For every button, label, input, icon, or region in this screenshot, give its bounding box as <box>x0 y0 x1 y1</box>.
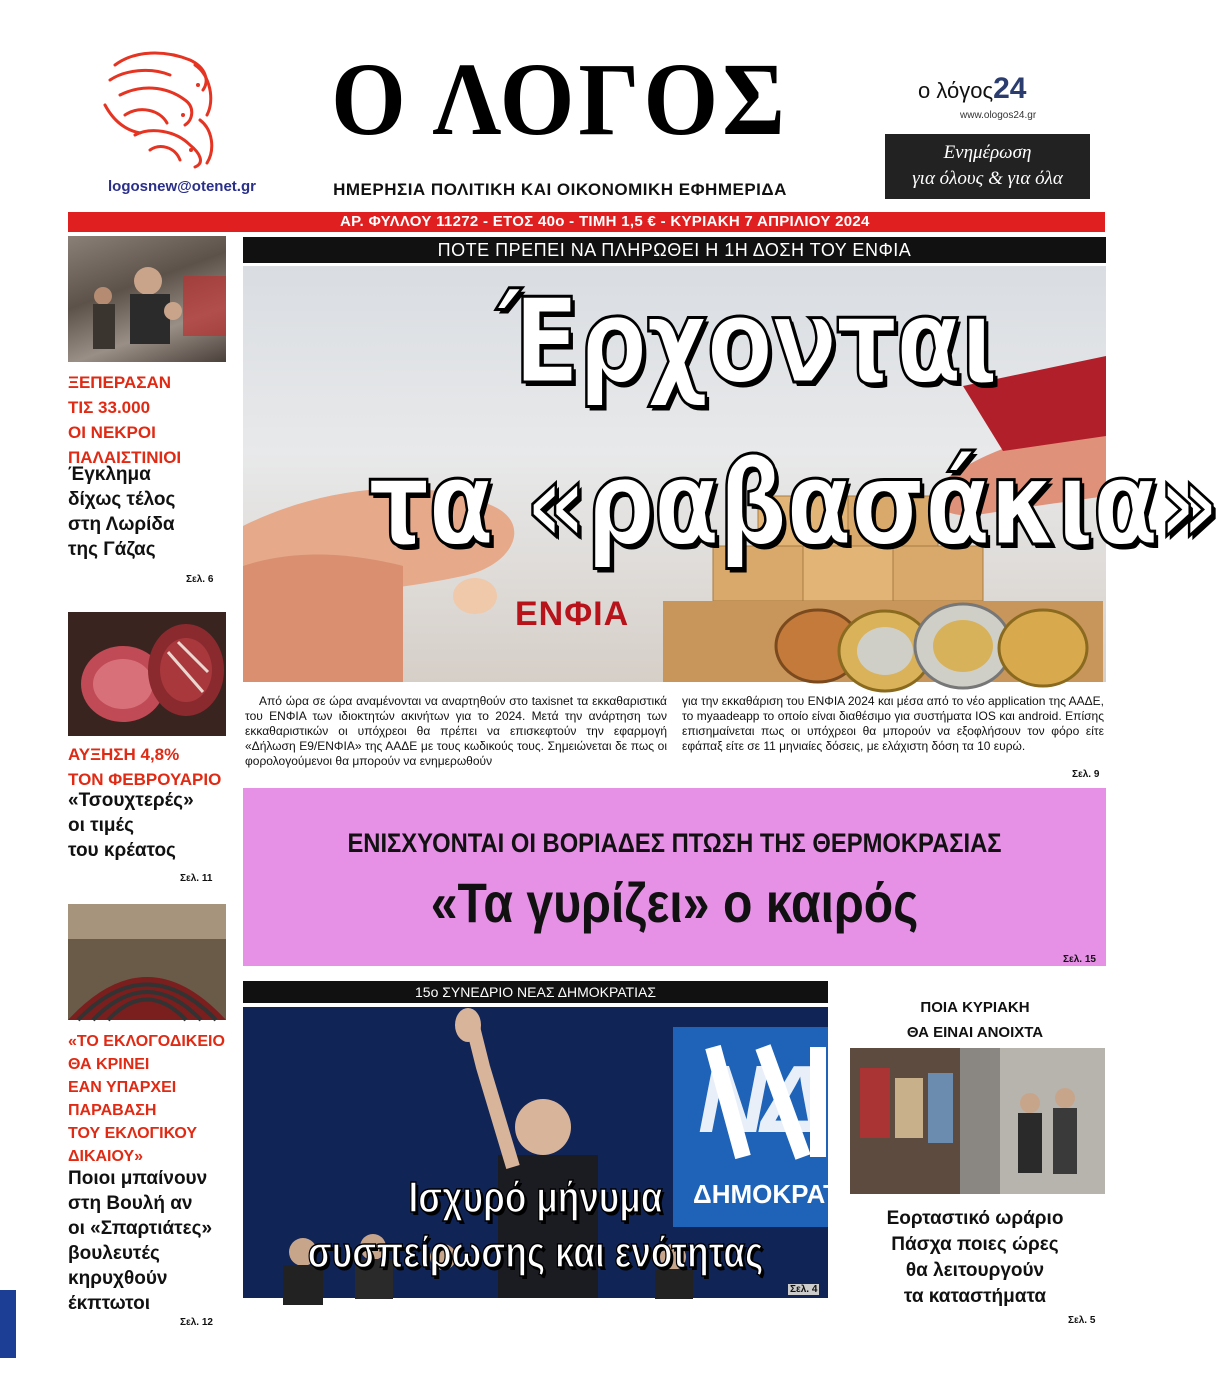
slogan-line-1: Ενημέρωση <box>943 142 1032 163</box>
easter-headline[interactable] <box>846 1206 1104 1310</box>
ologos24-logo[interactable] <box>918 72 1026 106</box>
headline-line: βουλευτές <box>68 1243 160 1264</box>
ologos24-url[interactable]: www.ologos24.gr <box>960 110 1037 121</box>
meat-headline[interactable] <box>68 788 194 863</box>
headline-line: τα καταστήματα <box>903 1286 1047 1307</box>
ologos24-text: ο λόγος <box>918 78 994 103</box>
issue-info-text: ΑΡ. ΦΥΛΛΟΥ 11272 - ΕΤΟΣ 40ο - ΤΙΜΗ 1,5 € - ΚΥΡΙΑΚΗ 7 ΑΠΡΙΛΙΟΥ 2024 <box>340 213 870 230</box>
headline-line: Έγκλημα <box>68 464 151 485</box>
contact-email[interactable]: logosnew@otenet.gr <box>108 178 256 195</box>
kicker-line: ΤΙΣ 33.000 <box>68 398 151 417</box>
headline-line: κηρυχθούν <box>68 1268 168 1289</box>
parliament-headline[interactable] <box>68 1166 212 1316</box>
kicker-line: ΞΕΠΕΡΑΣΑΝ <box>68 373 172 392</box>
kicker-line: ΤΟΥ ΕΚΛΟΓΙΚΟΥ <box>68 1125 198 1142</box>
meat-page-ref[interactable]: Σελ. 11 <box>180 873 213 884</box>
headline-line: της Γάζας <box>68 539 156 560</box>
enfia-headline-line-2[interactable]: τα «ραβασάκια» <box>368 434 1218 572</box>
ologos24-number: 24 <box>993 72 1027 105</box>
headline-line: στη Βουλή αν <box>68 1193 193 1214</box>
headline-line: Πάσχα ποιες ώρες <box>891 1234 1059 1255</box>
headline-line: «Τσουχτερές» <box>68 790 194 811</box>
kicker-line: ΘΑ ΕΙΝΑΙ ΑΝΟΙΧΤΑ <box>906 1024 1044 1041</box>
nd-congress-bar: 15ο ΣΥΝΕΔΡΙΟ ΝΕΑΣ ΔΗΜΟΚΡΑΤΙΑΣ <box>243 981 828 1003</box>
weather-headline[interactable]: «Τα γυρίζει» ο καιρός <box>430 871 919 934</box>
easter-kicker <box>846 995 1104 1045</box>
weather-page-ref[interactable]: Σελ. 15 <box>1063 954 1096 965</box>
nd-page-ref[interactable]: Σελ. 4 <box>790 1284 818 1295</box>
headline-line: οι τιμές <box>68 815 134 836</box>
issue-info-bar <box>68 212 1105 232</box>
headline-line: στη Λωρίδα <box>68 514 175 535</box>
newspaper-logo-illustration <box>95 45 235 170</box>
kicker-line: ΤΟΝ ΦΕΒΡΟΥΑΡΙΟ <box>68 770 222 789</box>
parliament-photo <box>68 904 226 1020</box>
edge-color-mark <box>0 1290 16 1358</box>
kicker-line: ΘΑ ΚΡΙΝΕΙ <box>68 1056 150 1073</box>
kicker-line: ΕΑΝ ΥΠΑΡΧΕΙ <box>68 1079 177 1096</box>
shops-photo <box>850 1048 1105 1194</box>
nd-backdrop-text: ΔΗΜΟΚΡΑΤ <box>693 1179 840 1209</box>
headline-line: δίχως τέλος <box>68 489 176 510</box>
weather-box <box>243 788 1106 966</box>
enfia-page-ref[interactable]: Σελ. 9 <box>1072 769 1100 780</box>
kicker-line: ΔΙΚΑΙΟΥ» <box>68 1148 144 1165</box>
meat-photo <box>68 612 226 736</box>
parliament-kicker <box>68 1030 225 1168</box>
headline-line: του κρέατος <box>68 840 176 861</box>
headline-line: Ποιοι μπαίνουν <box>68 1168 208 1189</box>
kicker-line: «ΤΟ ΕΚΛΟΓΟΔΙΚΕΙΟ <box>68 1033 225 1050</box>
kicker-line: ΠΑΡΑΒΑΣΗ <box>68 1102 157 1119</box>
masthead-title: Ο ΛΟΓΟΣ <box>331 41 789 157</box>
kicker-line: ΠΑΛΑΙΣΤΙΝΙΟΙ <box>68 448 182 467</box>
enfia-hero-image <box>243 266 1218 682</box>
headline-line: οι «Σπαρτιάτες» <box>68 1218 213 1239</box>
kicker-line: ΠΟΙΑ ΚΥΡΙΑΚΗ <box>920 999 1030 1016</box>
nd-congress-photo <box>243 1007 840 1298</box>
masthead-subtitle: ΗΜΕΡΗΣΙΑ ΠΟΛΙΤΙΚΗ ΚΑΙ ΟΙΚΟΝΟΜΙΚΗ ΕΦΗΜΕΡΙΔΑ <box>333 180 787 199</box>
slogan-box <box>885 134 1090 199</box>
meat-kicker <box>68 742 221 792</box>
gaza-headline[interactable] <box>68 462 175 562</box>
parliament-page-ref[interactable]: Σελ. 12 <box>180 1317 213 1328</box>
gaza-page-ref[interactable]: Σελ. 6 <box>186 574 214 585</box>
enfia-article-col-1: Από ώρα σε ώρα αναμένονται να αναρτηθούν στο taxisnet τα εκκαθαριστικά του ΕΝΦΙΑ των ιδιοκτητών ακινήτων για το 2024. Μετά την ανάρτηση των εκκαθαριστικών οι υπόχρεοι θα πρέπει να επισκεφτούν την εφαρμογή «Δήλωση Ε9/ΕΝΦΙΑ» της ΑΑΔΕ με τους κωδικούς τους. Σημειώνεται δε πως οι φορολογούμενοι θα μπορούν να ενημερωθούν <box>245 694 667 768</box>
headline-line: έκπτωτοι <box>68 1293 151 1314</box>
enfia-article-col-2: για την εκκαθάριση του ΕΝΦΙΑ 2024 και μέσα από το νέο application της ΑΑΔΕ, το myaadeapp το οποίο είναι διαθέσιμο για συστήματα IOS και android. Επίσης επισημαίνεται πως οι υπόχρεοι θα μπορούν να εξοφλήσουν τον φόρο είτε εφάπαξ είτε σε 11 μηνιαίες δόσεις, με ελάχιστη δόση τα 10 ευρώ. <box>682 694 1104 753</box>
kicker-line: ΑΥΞΗΣΗ 4,8% <box>68 745 180 764</box>
easter-page-ref[interactable]: Σελ. 5 <box>1068 1315 1096 1326</box>
gaza-kicker <box>68 370 181 470</box>
kicker-line: ΟΙ ΝΕΚΡΟΙ <box>68 423 156 442</box>
nd-headline-line-1[interactable]: Ισχυρό μήνυμα <box>408 1173 663 1222</box>
headline-line: θα λειτουργούν <box>905 1260 1045 1281</box>
headline-line: Εορταστικό ωράριο <box>886 1208 1064 1229</box>
nd-headline-line-2[interactable]: συσπείρωσης και ενότητας <box>307 1228 764 1277</box>
nd-backdrop-logo: ΝΔ <box>698 1046 820 1153</box>
enfia-label: ΕΝΦΙΑ <box>515 595 630 633</box>
slogan-line-2: για όλους & για όλα <box>912 168 1063 189</box>
enfia-kicker-bar: ΠΟΤΕ ΠΡΕΠΕΙ ΝΑ ΠΛΗΡΩΘΕΙ Η 1Η ΔΟΣΗ ΤΟΥ ΕΝΦΙΑ <box>243 237 1106 263</box>
enfia-headline-line-1[interactable]: Έρχονται <box>498 272 997 410</box>
weather-kicker: ΕΝΙΣΧΥΟΝΤΑΙ ΟΙ ΒΟΡΙΑΔΕΣ ΠΤΩΣΗ ΤΗΣ ΘΕΡΜΟΚΡΑΣΙΑΣ <box>347 828 1002 858</box>
gaza-photo <box>68 236 226 362</box>
